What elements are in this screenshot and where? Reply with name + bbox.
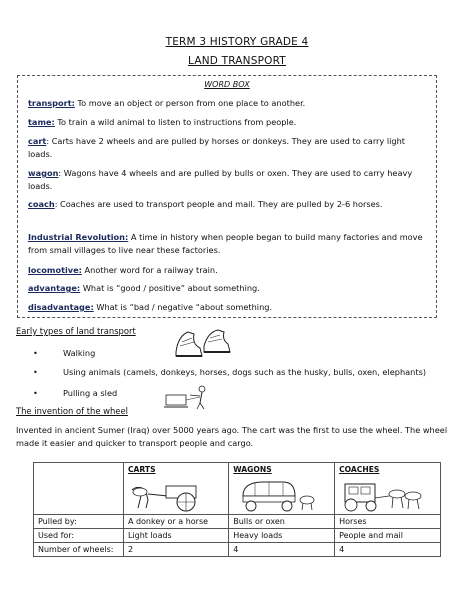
term-label: wagon <box>28 168 59 178</box>
term-label: advantage: <box>28 283 81 293</box>
wheel-paragraph: Invented in ancient Sumer (Iraq) over 5000 years ago. The cart was the first to use the wheel. The wheel made it easier and quicker to transport people and cargo. <box>16 425 448 448</box>
table-header-coaches <box>335 463 441 515</box>
table-row <box>34 529 441 543</box>
table-header-wagons <box>229 463 335 515</box>
definition-text: Another word for a railway train. <box>81 265 218 275</box>
bullet-walking: Walking <box>63 348 96 358</box>
table-cell: A donkey or a horse <box>123 515 228 529</box>
definition-tame <box>28 116 428 129</box>
definition-disadvantage <box>28 301 428 314</box>
definition-wagon <box>28 167 428 193</box>
definition-cart <box>28 135 428 161</box>
definition-coach <box>28 198 428 211</box>
table-corner-cell <box>34 463 124 515</box>
definition-text: : Coaches are used to transport people and mail. They are pulled by 2-6 horses. <box>54 199 383 209</box>
term-label: cart <box>28 136 47 146</box>
bullet-dot: • <box>33 388 38 398</box>
header-label: WAGONS <box>233 465 272 474</box>
bullet-pulling-sled: Pulling a sled <box>63 388 118 398</box>
transport-table <box>33 462 441 557</box>
table-cell: Horses <box>335 515 441 529</box>
term-label: tame: <box>28 117 55 127</box>
header-label: CARTS <box>127 465 156 474</box>
table-cell: 2 <box>123 543 228 557</box>
term-label: Industrial Revolution: <box>28 232 129 242</box>
definition-industrial-revolution <box>28 231 428 257</box>
bullet-dot: • <box>33 367 38 377</box>
sled-illustration <box>162 383 214 411</box>
definition-text: : Wagons have 4 wheels and are pulled by bulls or oxen. They are used to carry heavy loads. <box>28 168 413 191</box>
bullet-dot: • <box>33 348 38 358</box>
definition-text: : Carts have 2 wheels and are pulled by horses or donkeys. They are used to carry light loads. <box>28 136 406 159</box>
walking-shoes-illustration <box>170 322 232 364</box>
word-box-heading: WORD BOX <box>204 80 250 89</box>
definition-text: What is “good / positive” about something. <box>80 283 260 293</box>
term-label: locomotive: <box>28 265 82 275</box>
term-label: coach <box>28 199 55 209</box>
wagon-illustration <box>233 478 319 512</box>
term-label: transport: <box>28 98 75 108</box>
cart-illustration <box>128 478 208 512</box>
table-header-carts <box>123 463 228 515</box>
definition-locomotive <box>28 264 428 277</box>
early-types-heading: Early types of land transport <box>16 326 136 336</box>
header-label: COACHES <box>339 465 380 474</box>
table-cell: Light loads <box>123 529 228 543</box>
table-row <box>34 543 441 557</box>
table-cell: Heavy loads <box>229 529 335 543</box>
table-row <box>34 515 441 529</box>
definition-text: To move an object or person from one place to another. <box>74 98 306 108</box>
table-header-row <box>34 463 441 515</box>
coach-illustration <box>339 478 425 512</box>
definition-text: What is “bad / negative “about something. <box>93 302 273 312</box>
definition-advantage <box>28 282 428 295</box>
definition-text: A time in history when people began to build many factories and move from small villages to live near these factories. <box>28 232 423 255</box>
table-cell: Bulls or oxen <box>229 515 335 529</box>
row-label: Used for: <box>34 529 124 543</box>
bullet-using-animals: Using animals (camels, donkeys, horses, dogs such as the husky, bulls, oxen, elephants) <box>63 367 427 377</box>
table-cell: People and mail <box>335 529 441 543</box>
word-box <box>17 75 437 318</box>
table-cell: 4 <box>229 543 335 557</box>
row-label: Pulled by: <box>34 515 124 529</box>
term-label: disadvantage: <box>28 302 94 312</box>
row-label: Number of wheels: <box>34 543 124 557</box>
table-cell: 4 <box>335 543 441 557</box>
wheel-heading: The invention of the wheel <box>16 406 128 416</box>
page-title: TERM 3 HISTORY GRADE 4 <box>165 36 309 48</box>
definition-text: To train a wild animal to listen to instructions from people. <box>54 117 297 127</box>
page-subtitle: LAND TRANSPORT <box>188 55 286 67</box>
definition-transport <box>28 97 428 110</box>
